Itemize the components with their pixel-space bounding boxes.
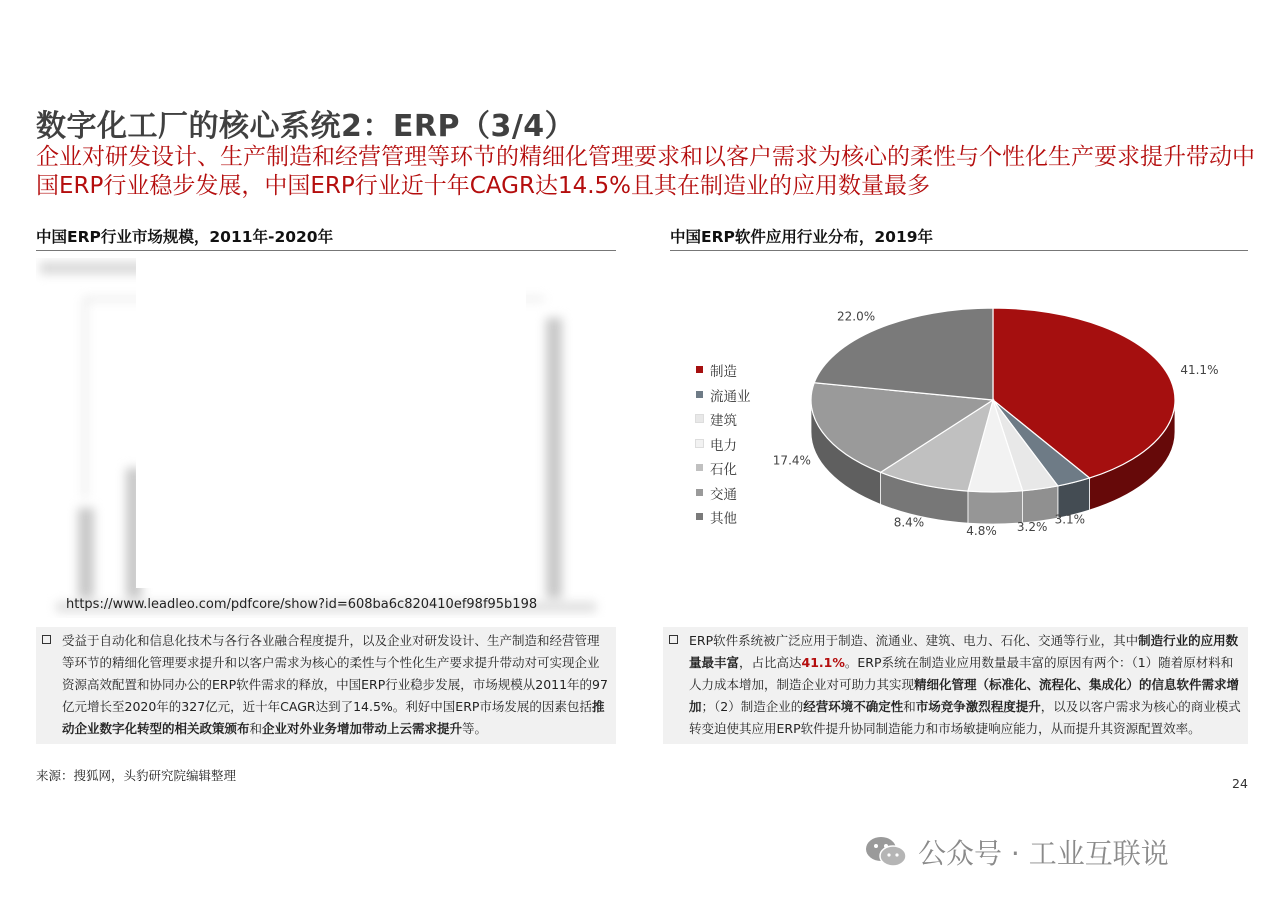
pie-side-wall <box>1023 486 1058 523</box>
pie-data-label: 4.8% <box>966 523 997 538</box>
pie-data-label: 3.1% <box>1054 512 1086 527</box>
pie-chart <box>760 300 1220 590</box>
right-divider <box>670 250 1248 251</box>
watermark: 公众号 · 工业互联说 <box>864 832 1169 872</box>
legend-swatch <box>696 415 703 422</box>
wechat-icon <box>864 835 908 869</box>
legend-label: 电力 <box>710 437 737 454</box>
legend-label: 制造 <box>710 364 737 380</box>
legend-swatch <box>696 440 703 447</box>
left-divider <box>36 250 616 251</box>
legend-label: 建筑 <box>710 413 737 429</box>
legend-swatch <box>696 366 703 373</box>
right-section-title: 中国ERP软件应用行业分布，2019年 <box>670 228 934 246</box>
pie-data-label: 8.4% <box>893 515 925 530</box>
legend-swatch <box>696 489 703 496</box>
bullet-square-icon <box>669 635 678 644</box>
bullet-square-icon <box>42 635 51 644</box>
legend-swatch <box>696 464 703 471</box>
blank-area <box>136 258 526 588</box>
page-title: 数字化工厂的核心系统2：ERP（3/4） <box>36 109 576 144</box>
pie-data-label: 17.4% <box>772 453 811 468</box>
pie-data-label: 22.0% <box>837 309 876 324</box>
legend-label: 石化 <box>710 462 737 478</box>
legend-label: 其他 <box>710 511 737 527</box>
legend-label: 交通 <box>710 486 737 503</box>
legend-swatch <box>696 513 703 520</box>
page-number: 24 <box>1232 776 1248 791</box>
source-url[interactable]: https://www.leadleo.com/pdfcore/show?id=608ba6c820410ef98f95b198 <box>66 597 538 612</box>
right-bullet: ERP软件系统被广泛应用于制造、流通业、建筑、电力、石化、交通等行业，其中制造行业的应用数量最丰富，占比高达41.1%。ERP系统在制造业应用数量最丰富的原因有两个：（1）随着原材料和人力成本增加，制造企业对可助力其实现精细化管理（标准化、流程化、集成化）的信息软件需求增加；（2）制造企业的经营环境不确定性和市场竞争激烈程度提升，以及以客户需求为核心的商业模式转变迫使其应用ERP软件提升协同制造能力和市场敏捷响应能力，从而提升其资源配置效率。 <box>663 627 1248 744</box>
legend-swatch <box>696 391 703 398</box>
pie-side-wall <box>968 491 1023 524</box>
left-section-title: 中国ERP行业市场规模，2011年-2020年 <box>36 228 334 246</box>
legend-label: 流通业 <box>710 388 751 405</box>
page-subtitle: 企业对研发设计、生产制造和经营管理等环节的精细化管理要求和以客户需求为核心的柔性与个性化生产要求提升带动中国ERP行业稳步发展，中国ERP行业近十年CAGR达14.5%且其在制造业的应用数量最多 <box>36 144 1255 199</box>
pie-data-label: 41.1% <box>1180 363 1219 378</box>
left-bullet: 受益于自动化和信息化技术与各行各业融合程度提升，以及企业对研发设计、生产制造和经营管理等环节的精细化管理要求提升和以客户需求为核心的柔性与个性化生产要求提升带动对可实现企业资源高效配置和协同办公的ERP软件需求的释放，中国ERP行业稳步发展，市场规模从2011年的97亿元增长至2020年的327亿元，近十年CAGR达到了14.5%。利好中国ERP市场发展的因素包括推动企业数字化转型的相关政策颁布和企业对外业务增加带动上云需求提升等。 <box>36 627 616 744</box>
source-note: 来源：搜狐网，头豹研究院编辑整理 <box>36 768 237 783</box>
pie-data-label: 3.2% <box>1016 520 1048 535</box>
